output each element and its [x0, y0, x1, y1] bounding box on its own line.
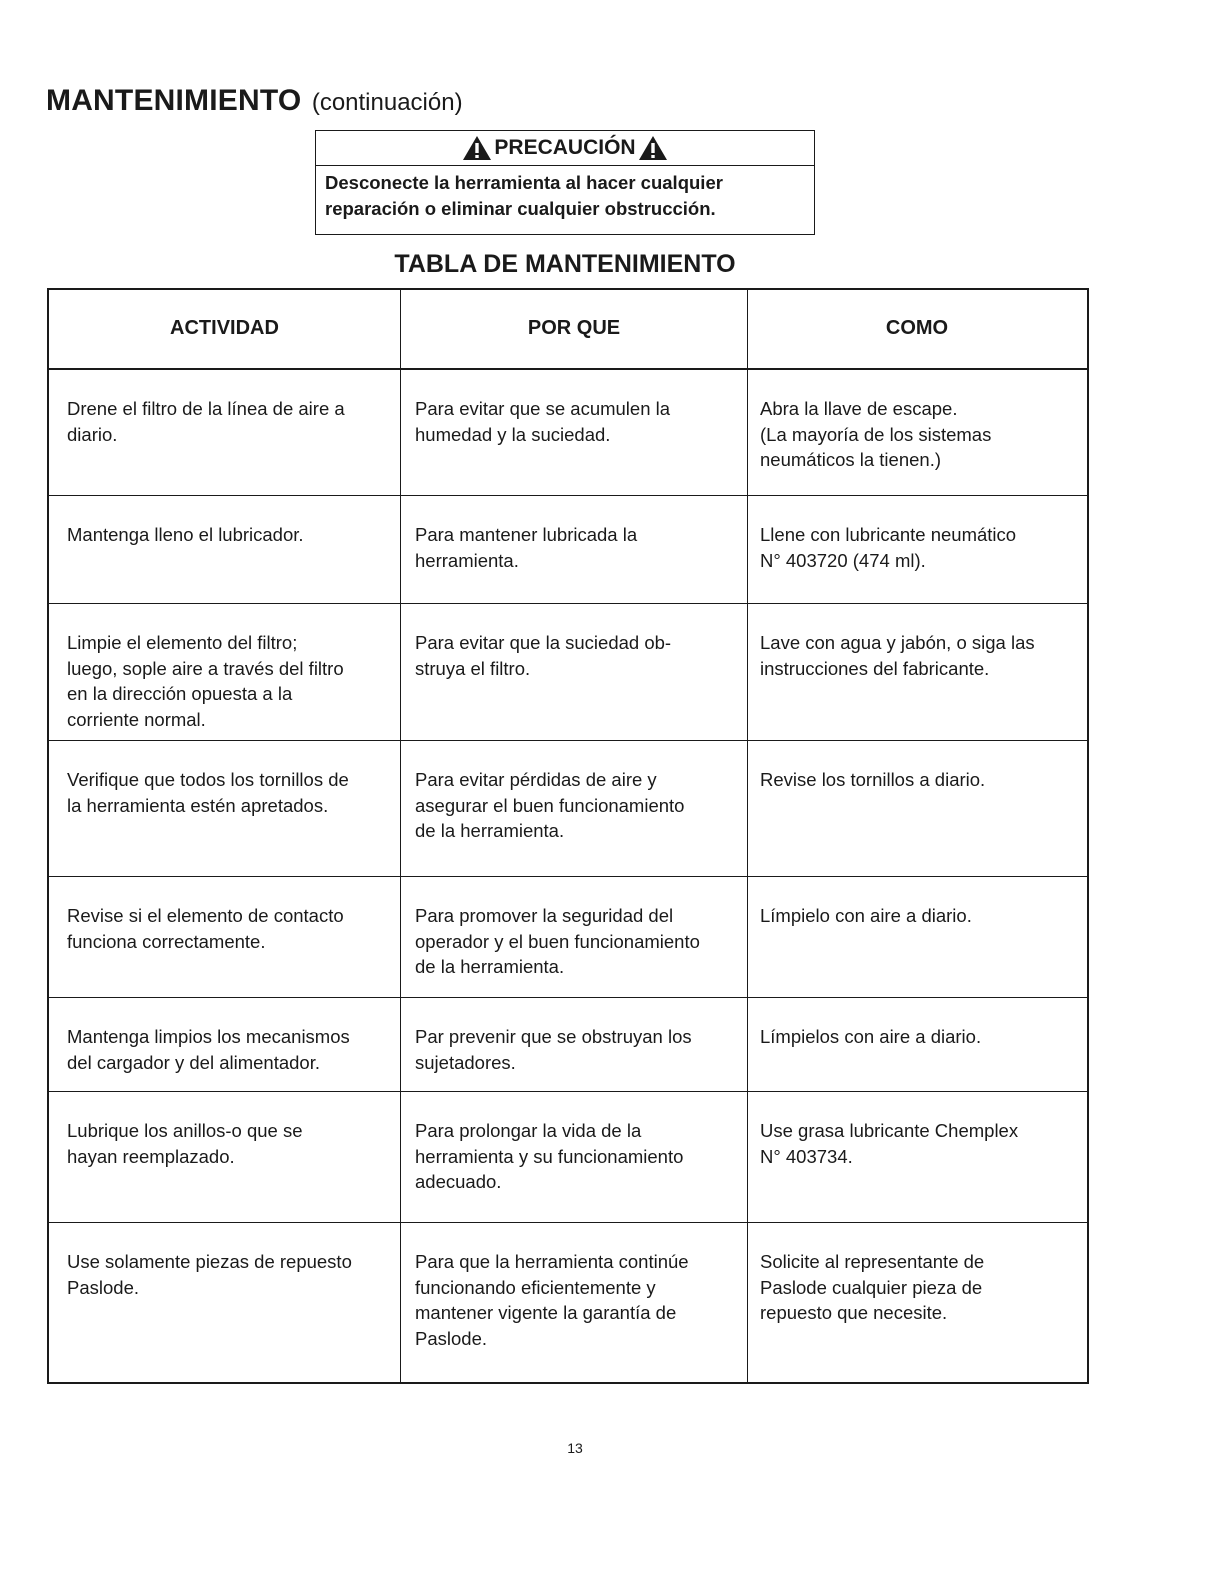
cell-como: [748, 370, 1086, 495]
cell-line: del cargador y del alimentador.: [67, 1051, 320, 1073]
cell-line: funciona correctamente.: [67, 930, 266, 952]
cell-por-que: [401, 877, 748, 997]
cell-line: Drene el filtro de la línea de aire a: [67, 398, 345, 419]
caution-header: [316, 131, 814, 166]
cell-line: Paslode cualquier pieza de: [760, 1276, 983, 1298]
table-row: [49, 604, 1087, 741]
cell-line: N° 403734.: [760, 1145, 853, 1167]
caution-line: Desconecte la herramienta al hacer cualquier: [325, 172, 723, 193]
table-header-row: [49, 290, 1087, 370]
cell-line: Mantenga limpios los mecanismos: [67, 1026, 350, 1047]
caution-text: [316, 166, 814, 222]
cell-actividad: [49, 1223, 401, 1382]
cell-line: neumáticos la tienen.): [760, 449, 941, 470]
table-row: [49, 877, 1087, 998]
cell-line: Use solamente piezas de repuesto: [67, 1251, 352, 1272]
cell-line: Límpielo con aire a diario.: [760, 905, 972, 926]
page-title: MANTENIMIENTO: [46, 84, 302, 117]
cell-por-que: [401, 370, 748, 495]
maintenance-table: [47, 288, 1089, 1384]
header-actividad: ACTIVIDAD: [49, 290, 401, 368]
cell-line: funcionando eficientemente y: [415, 1276, 656, 1298]
cell-line: instrucciones del fabricante.: [760, 657, 990, 679]
warning-triangle-icon: [638, 135, 668, 161]
cell-como: [748, 1092, 1086, 1222]
cell-line: repuesto que necesite.: [760, 1302, 948, 1323]
cell-por-que: [401, 496, 748, 603]
cell-line: Limpie el elemento del filtro;: [67, 632, 298, 653]
cell-line: hayan reemplazado.: [67, 1145, 235, 1167]
cell-line: Lubrique los anillos-o que se: [67, 1120, 303, 1141]
caution-label: PRECAUCIÓN: [494, 136, 636, 159]
cell-line: Paslode.: [67, 1276, 139, 1298]
table-row: [49, 370, 1087, 496]
caution-line: reparación o eliminar cualquier obstrucción.: [325, 198, 716, 219]
cell-line: struya el filtro.: [415, 657, 531, 679]
cell-como: [748, 496, 1086, 603]
table-row: [49, 496, 1087, 604]
caution-box: [315, 130, 815, 235]
cell-line: de la herramienta.: [415, 956, 565, 977]
cell-line: Use grasa lubricante Chemplex: [760, 1120, 1019, 1141]
cell-line: mantener vigente la garantía de: [415, 1302, 677, 1323]
cell-line: de la herramienta.: [415, 820, 565, 841]
cell-por-que: [401, 1092, 748, 1222]
cell-actividad: [49, 604, 401, 740]
cell-actividad: [49, 877, 401, 997]
cell-line: N° 403720 (474 ml).: [760, 549, 926, 571]
cell-por-que: [401, 1223, 748, 1382]
header-como: COMO: [885, 317, 949, 340]
cell-line: Revise si el elemento de contacto: [67, 905, 344, 926]
cell-actividad: [49, 998, 401, 1091]
cell-line: Verifique que todos los tornillos de: [67, 769, 349, 790]
cell-como: [748, 604, 1086, 740]
cell-por-que: [401, 741, 748, 876]
cell-line: Par prevenir que se obstruyan los: [415, 1026, 692, 1047]
warning-triangle-icon: [462, 135, 492, 161]
cell-line: Solicite al representante de: [760, 1251, 985, 1272]
table-row: [49, 1092, 1087, 1223]
page-heading: [46, 84, 463, 118]
cell-por-que: [401, 998, 748, 1091]
cell-line: corriente normal.: [67, 708, 206, 730]
cell-actividad: [49, 741, 401, 876]
cell-line: Abra la llave de escape.: [760, 398, 958, 419]
header-por-que: POR QUE: [401, 290, 748, 368]
cell-como: [748, 741, 1086, 876]
table-row: [49, 741, 1087, 877]
cell-line: Lave con agua y jabón, o siga las: [760, 632, 1035, 653]
cell-line: en la dirección opuesta a la: [67, 683, 293, 704]
cell-line: Para mantener lubricada la: [415, 524, 638, 545]
cell-como: [748, 1223, 1086, 1382]
cell-como: [748, 877, 1086, 997]
cell-line: diario.: [67, 423, 118, 445]
cell-line: operador y el buen funcionamiento: [415, 930, 700, 952]
cell-line: Para promover la seguridad del: [415, 905, 674, 926]
cell-como: [748, 998, 1086, 1091]
cell-line: Para evitar que se acumulen la: [415, 398, 671, 419]
table-title: TABLA DE MANTENIMIENTO: [394, 250, 736, 278]
cell-line: humedad y la suciedad.: [415, 423, 611, 445]
cell-line: Para evitar pérdidas de aire y: [415, 769, 657, 790]
cell-line: Llene con lubricante neumático: [760, 524, 1017, 545]
cell-line: asegurar el buen funcionamiento: [415, 794, 685, 816]
cell-line: Paslode.: [415, 1327, 487, 1349]
cell-line: Límpielos con aire a diario.: [760, 1026, 982, 1047]
cell-line: adecuado.: [415, 1171, 502, 1192]
page-number: 13: [567, 1440, 583, 1456]
cell-actividad: [49, 496, 401, 603]
cell-actividad: [49, 1092, 401, 1222]
cell-por-que: [401, 604, 748, 740]
cell-line: herramienta y su funcionamiento: [415, 1145, 684, 1167]
cell-line: Revise los tornillos a diario.: [760, 769, 986, 790]
cell-line: (La mayoría de los sistemas: [760, 423, 992, 445]
cell-line: Para que la herramienta continúe: [415, 1251, 689, 1272]
cell-line: sujetadores.: [415, 1051, 516, 1073]
cell-line: Mantenga lleno el lubricador.: [67, 524, 304, 545]
cell-line: Para prolongar la vida de la: [415, 1120, 642, 1141]
table-row: [49, 998, 1087, 1092]
cell-line: la herramienta estén apretados.: [67, 794, 329, 816]
cell-line: luego, sople aire a través del filtro: [67, 657, 344, 679]
cell-line: Para evitar que la suciedad ob-: [415, 632, 672, 653]
table-row: [49, 1223, 1087, 1382]
cell-line: herramienta.: [415, 549, 519, 571]
cell-actividad: [49, 370, 401, 495]
page-subtitle: (continuación): [311, 89, 463, 116]
